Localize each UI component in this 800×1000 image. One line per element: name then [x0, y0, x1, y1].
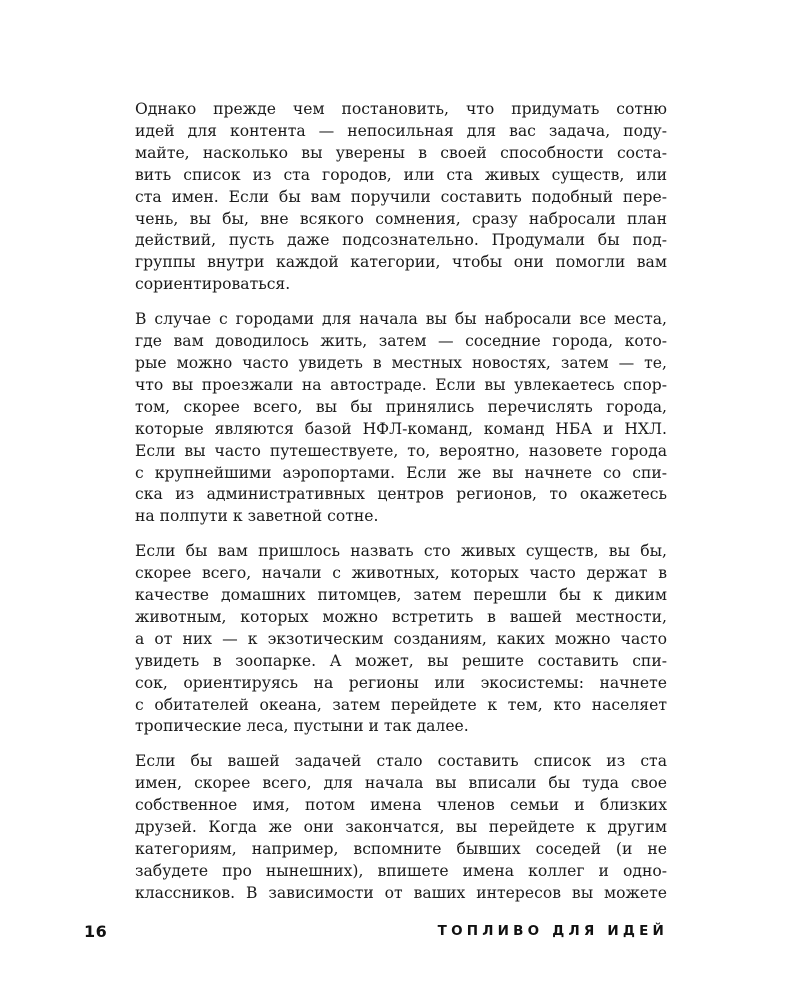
text-line: где вам доводилось жить, затем — соседние города, кото-	[135, 332, 667, 351]
text-line: В случае с городами для начала вы бы набросали все места,	[135, 310, 667, 329]
text-line: Если бы вашей задачей стало составить список из ста	[135, 752, 667, 771]
text-line: имен, скорее всего, для начала вы вписали бы туда свое	[135, 774, 667, 793]
paragraph	[135, 309, 667, 528]
text-line: увидеть в зоопарке. А может, вы решите составить спи-	[135, 651, 667, 670]
text-line: которые являются базой НФЛ-команд, команд НБА и НХЛ.	[135, 419, 667, 438]
text-line: идей для контента — непосильная для вас задача, поду-	[135, 121, 667, 140]
text-line: сок, ориентируясь на регионы или экосистемы: начнете	[135, 673, 667, 692]
text-line: с крупнейшими аэропортами. Если же вы начнете со спи-	[135, 463, 667, 482]
text-line: майте, насколько вы уверены в своей способности соста-	[135, 143, 667, 162]
text-line: сориентироваться.	[135, 275, 291, 294]
text-line: а от них — к экзотическим созданиям, каких можно часто	[135, 629, 667, 648]
text-line: забудете про нынешних), впишете имена коллег и одно-	[135, 861, 667, 880]
text-line: том, скорее всего, вы бы принялись перечислять города,	[135, 397, 667, 416]
text-line: Если бы вам пришлось назвать сто живых существ, вы бы,	[135, 542, 667, 561]
text-line: качестве домашних питомцев, затем перешли бы к диким	[135, 586, 667, 605]
text-line: собственное имя, потом имена членов семьи и близких	[135, 796, 667, 815]
page-number: 16	[84, 922, 108, 941]
text-line: группы внутри каждой категории, чтобы они помогли вам	[135, 253, 667, 272]
text-line: с обитателей океана, затем перейдете к тем, кто населяет	[135, 695, 667, 714]
text-line: категориям, например, вспомните бывших соседей (и не	[135, 840, 667, 858]
text-line: скорее всего, начали с животных, которых часто держат в	[135, 564, 667, 583]
text-line: друзей. Когда же они закончатся, вы перейдете к другим	[135, 818, 667, 837]
paragraph	[135, 99, 667, 296]
text-line: Однако прежде чем постановить, что придумать сотню	[135, 100, 667, 118]
text-line: тропические леса, пустыни и так далее.	[135, 717, 469, 736]
text-line: чень, вы бы, вне всякого сомнения, сразу набросали план	[135, 209, 667, 228]
paragraph	[135, 751, 667, 904]
text-line: на полпути к заветной сотне.	[135, 507, 379, 526]
text-line: что вы проезжали на автостраде. Если вы увлекаетесь спор-	[135, 375, 667, 394]
text-line: классников. В зависимости от ваших интересов вы можете	[135, 883, 667, 902]
page-footer	[0, 922, 800, 946]
text-line: ска из административных центров регионов, то окажетесь	[135, 485, 667, 504]
body-text	[135, 99, 667, 918]
running-title: ТОПЛИВО ДЛЯ ИДЕЙ	[437, 923, 668, 939]
text-line: животным, которых можно встретить в вашей местности,	[135, 607, 667, 626]
text-line: ста имен. Если бы вам поручили составить подобный пере-	[135, 187, 667, 206]
paragraph	[135, 541, 667, 738]
text-line: вить список из ста городов, или ста живых существ, или	[135, 165, 667, 184]
text-line: рые можно часто увидеть в местных новостях, затем — те,	[135, 353, 667, 372]
text-line: Если вы часто путешествуете, то, вероятно, назовете города	[135, 441, 667, 460]
text-line: действий, пусть даже подсознательно. Продумали бы под-	[135, 231, 667, 250]
